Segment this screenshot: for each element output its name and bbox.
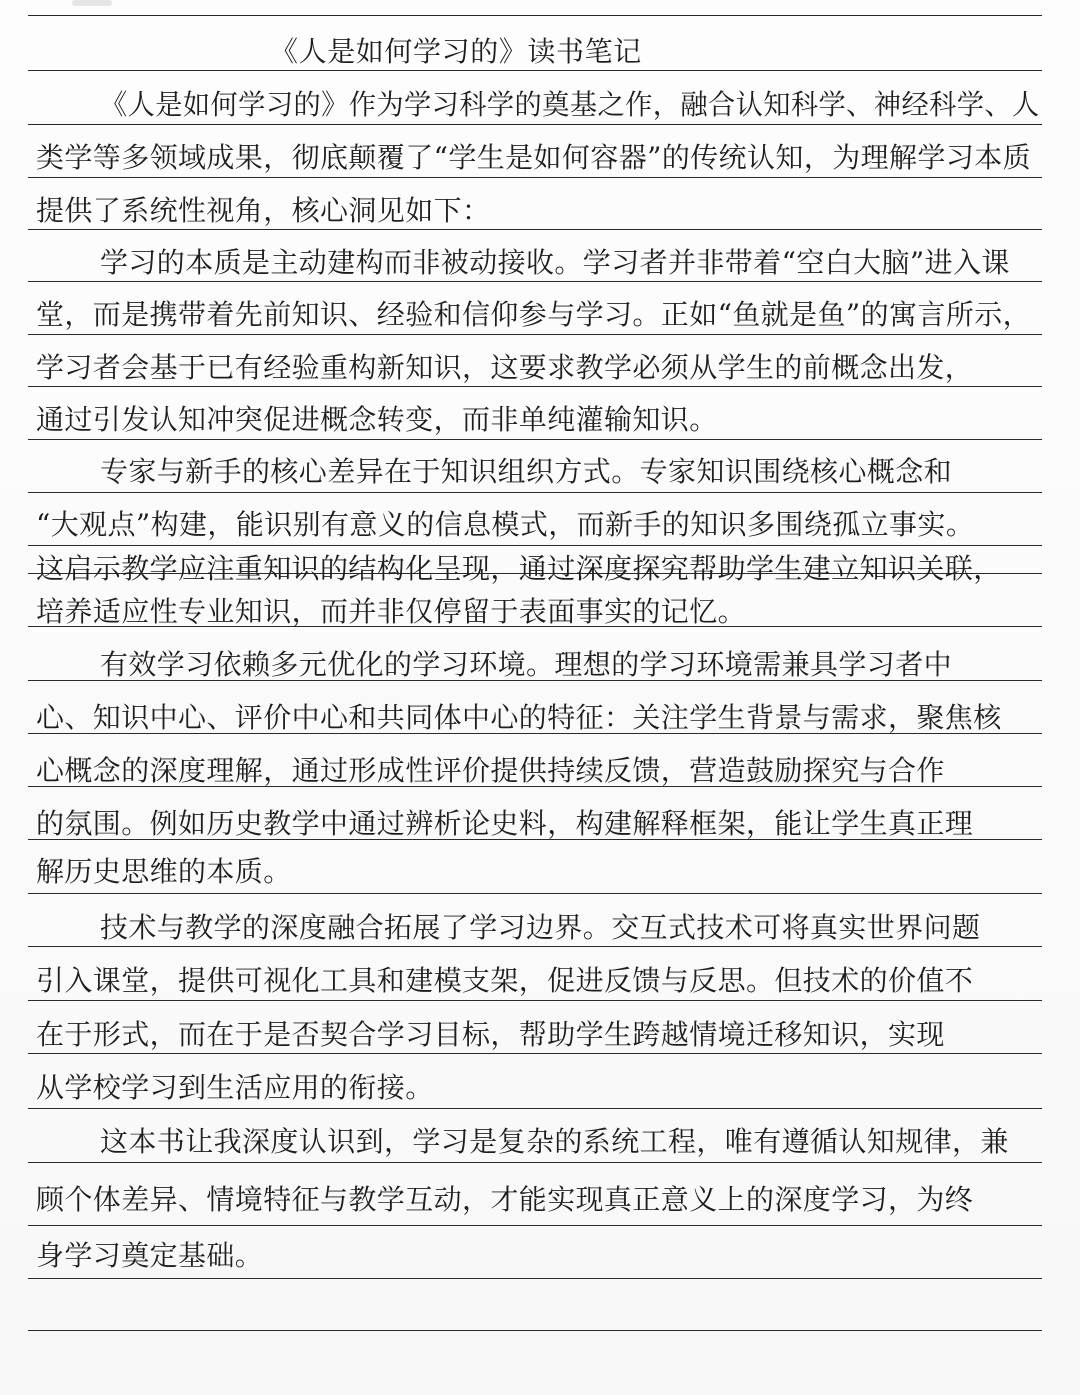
text-line: 身学习奠定基础。 (36, 1239, 264, 1272)
text-line: 堂，而是携带着先前知识、经验和信仰参与学习。正如“鱼就是鱼”的寓言所示， (36, 298, 1032, 331)
text-line: 《人是如何学习的》作为学习科学的奠基之作，融合认知科学、神经科学、人 (100, 88, 1040, 121)
ruled-line (28, 15, 1042, 16)
text-line: 技术与教学的深度融合拓展了学习边界。交互式技术可将真实世界问题 (100, 911, 981, 944)
ruled-line (28, 1278, 1042, 1279)
text-line: 在于形式，而在于是否契合学习目标，帮助学生跨越情境迁移知识，实现 (36, 1018, 945, 1051)
text-line: 提供了系统性视角，核心洞见如下： (36, 194, 491, 227)
ruled-line (28, 893, 1042, 894)
ruled-line (28, 545, 1042, 546)
text-line: 有效学习依赖多元优化的学习环境。理想的学习环境需兼具学习者中 (100, 648, 953, 681)
text-line: 这启示教学应注重知识的结构化呈现，通过深度探究帮助学生建立知识关联， (36, 552, 1002, 585)
page-title: 《人是如何学习的》读书笔记 (270, 35, 642, 68)
text-line: 从学校学习到生活应用的衔接。 (36, 1071, 434, 1104)
text-line: 解历史思维的本质。 (36, 855, 292, 888)
text-line: 引入课堂，提供可视化工具和建模支架，促进反馈与反思。但技术的价值不 (36, 964, 974, 997)
text-line: 心概念的深度理解，通过形成性评价提供持续反馈，营造鼓励探究与合作 (36, 754, 945, 787)
text-line: 学习的本质是主动建构而非被动接收。学习者并非带着“空白大脑”进入课 (100, 246, 1010, 279)
ruled-line (28, 492, 1042, 493)
text-line: 培养适应性专业知识，而并非仅停留于表面事实的记忆。 (36, 595, 747, 628)
text-line: 学习者会基于已有经验重构新知识，这要求教学必须从学生的前概念出发， (36, 351, 974, 384)
ruled-line (28, 1108, 1042, 1109)
text-line: 通过引发认知冲突促进概念转变，而非单纯灌输知识。 (36, 403, 718, 436)
ruled-line (28, 1330, 1042, 1331)
text-line: 类学等多领域成果，彻底颠覆了“学生是如何容器”的传统认知，为理解学习本质 (36, 141, 1032, 174)
text-line: 的氛围。例如历史教学中通过辨析论史料，构建解释框架，能让学生真正理 (36, 807, 974, 840)
text-line: 心、知识中心、评价中心和共同体中心的特征：关注学生背景与需求，聚焦核 (36, 701, 1002, 734)
ruled-line (28, 1225, 1042, 1226)
page-smudge (72, 0, 112, 6)
ruled-line (28, 1162, 1042, 1163)
text-line: “大观点”构建，能识别有意义的信息模式，而新手的知识多围绕孤立事实。 (36, 508, 975, 541)
text-line: 专家与新手的核心差异在于知识组织方式。专家知识围绕核心概念和 (100, 455, 953, 488)
text-line: 顾个体差异、情境特征与教学互动，才能实现真正意义上的深度学习，为终 (36, 1183, 974, 1216)
text-line: 这本书让我深度认识到，学习是复杂的系统工程，唯有遵循认知规律，兼 (100, 1125, 1009, 1158)
